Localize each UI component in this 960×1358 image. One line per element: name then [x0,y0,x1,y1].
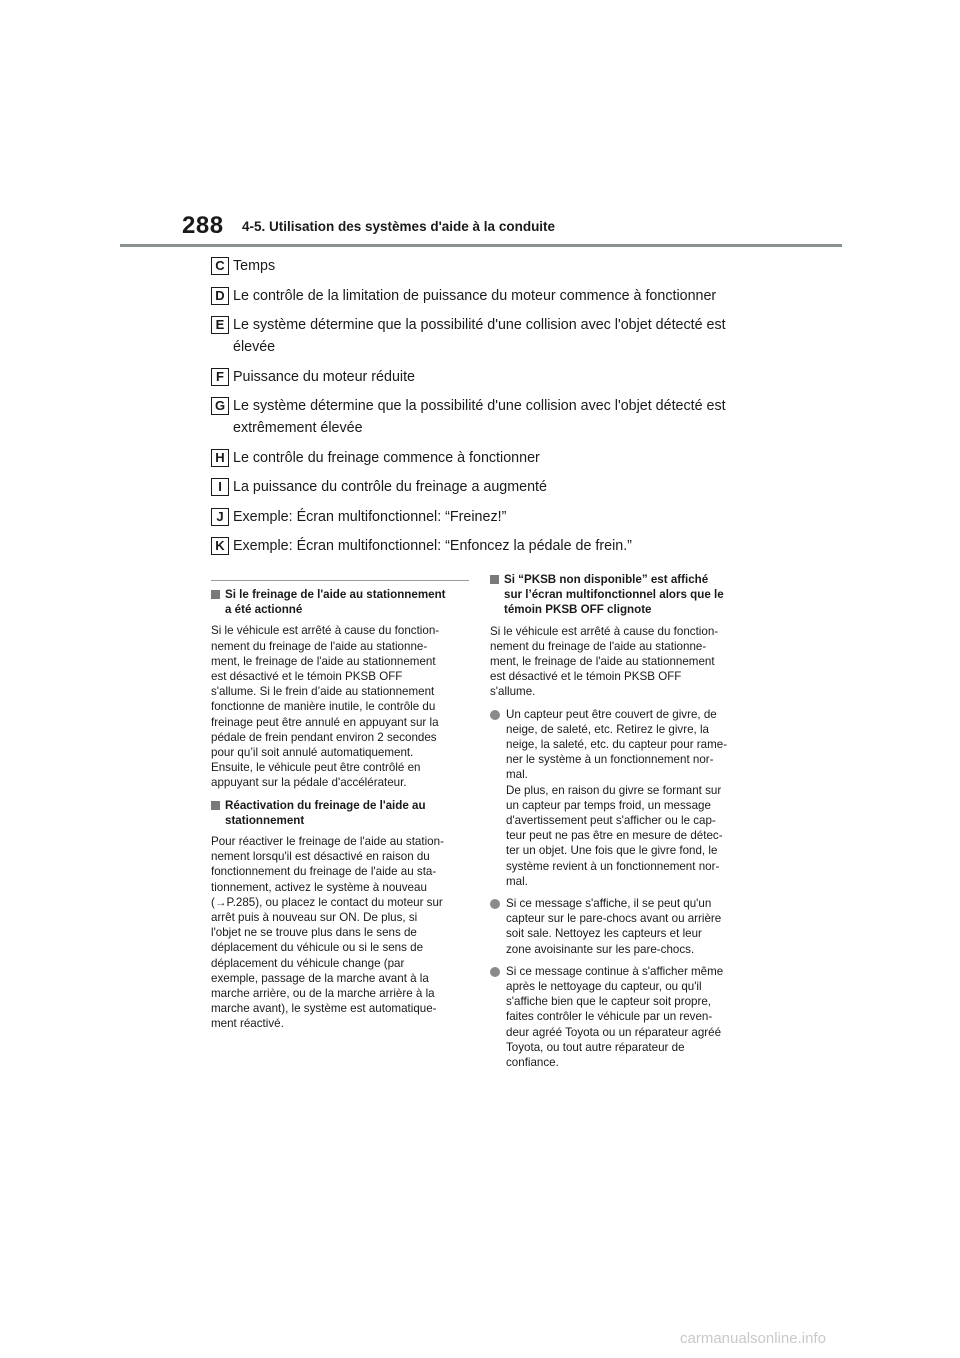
text-line: fonctionnement du freinage de l'aide au sta- [211,865,437,879]
legend-text: Le système détermine que la possibilité d'une collision avec l'objet détecté est [233,398,726,414]
bullet-item [490,896,752,957]
legend-text: Exemple: Écran multifonctionnel: “Freinez!” [233,508,507,525]
legend-letter-box: I [211,478,229,496]
text-line: pour qu’il soit annulé automatiquement. [211,746,414,760]
legend-letter-box: H [211,449,229,467]
text-line: faites contrôler le véhicule par un reven- [506,1010,713,1024]
square-bullet-icon [211,590,220,599]
text-line: arrêt puis à nouveau sur ON. De plus, si [211,911,418,925]
text-line: mal. [506,874,528,888]
text-line: freinage peut être annulé en appuyant sur la [211,715,439,729]
text-line: Un capteur peut être couvert de givre, de [506,707,717,721]
text-line: marche arrière, ou de la marche arrière à la [211,987,435,1001]
text-line: soit sale. Nettoyez les capteurs et leur [506,927,702,941]
legend-item-k [211,535,771,557]
text-line: mal. [506,768,528,782]
legend-text: Temps [233,258,276,274]
text-line: (→P.285), ou placez le contact du moteur sur [211,895,443,909]
text-line: déplacement du véhicule ou si le sens de [211,941,424,955]
subheading-text: Réactivation du freinage de l'aide au stationnement [225,798,426,827]
text-line: fonctionne de manière inutile, le contrôle du [211,700,436,714]
text-line: nement du freinage de l'aide au stationne- [211,639,428,653]
text-line: deur agréé Toyota ou un réparateur agréé [506,1025,722,1039]
text-line: nement du freinage de l'aide au stationne- [490,639,707,653]
text-line: s'allume. Si le frein d’aide au stationnement [211,685,435,699]
left-column [211,580,469,1039]
text-line: teur peut ne pas être en mesure de détec- [506,829,723,843]
text-line: zone avoisinante sur les pare-chocs. [506,942,695,956]
legend-letter-box: F [211,368,229,386]
text-line: système revient à un fonctionnement nor- [506,859,720,873]
text-line: exemple, passage de la marche avant à la [211,971,429,985]
legend-item-d [211,285,771,307]
text-line: Pour réactiver le freinage de l'aide au station- [211,835,444,849]
text-line: appuyant sur la pédale d'accélérateur. [211,776,407,790]
page-header [0,0,960,250]
text-line: nement lorsqu'il est désactivé en raison du [211,850,430,864]
text-line: Si le véhicule est arrêté à cause du fonction- [211,624,440,638]
subheading-reactivation [211,798,469,828]
text-line: l'objet ne se trouve plus dans le sens de [211,926,417,940]
circle-bullet-icon [490,710,500,720]
text-line: ment, le freinage de l'aide au stationnement [211,654,436,668]
legend-text: La puissance du contrôle du freinage a augmenté [233,479,547,495]
legend-item-j [211,506,771,528]
watermark: carmanualsonline.info [680,1330,826,1347]
legend-item-h [211,447,771,469]
text-line: De plus, en raison du givre se formant sur [506,783,722,797]
subheading-text: Si le freinage de l'aide au stationnement a été actionné [225,588,446,617]
legend-list [211,255,771,565]
text-line: Toyota, ou tout autre réparateur de [506,1040,685,1054]
bullet-item [490,964,752,1070]
legend-text: Le contrôle de la limitation de puissance du moteur commence à fonctionner [233,287,717,304]
header-rule [120,244,842,247]
legend-text: Le système détermine que la possibilité d'une collision avec l'objet détecté est [233,317,726,333]
text-line: après le nettoyage du capteur, ou qu'il [506,980,702,994]
page-number: 288 [182,212,224,239]
text-line: Ensuite, le véhicule peut être contrôlé en [211,761,421,775]
legend-item-f [211,366,771,388]
paragraph-reactivation [211,834,469,1032]
subheading-text: Si “PKSB non disponible” est affiché sur l’écran multifonctionnel alors que le témoin PKSB OFF clignote [504,573,724,617]
text-line: est désactivé et le témoin PKSB OFF [490,670,682,684]
legend-text: élevée [233,339,276,355]
legend-letter-box: C [211,257,229,275]
legend-text: Puissance du moteur réduite [233,368,415,385]
text-line: est désactivé et le témoin PKSB OFF [211,670,403,684]
text-line: ment réactivé. [211,1017,284,1031]
paragraph-pksb-unavailable [490,624,752,700]
subheading-pksb-unavailable [490,572,752,618]
legend-letter-box: K [211,537,229,555]
text-line: pédale de frein pendant environ 2 secondes [211,730,437,744]
text-line: ner le système à un fonctionnement nor- [506,753,714,767]
text-line: neige, la saleté, etc. du capteur pour rame- [506,738,728,752]
legend-text: extrêmement élevée [233,420,363,436]
bullet-item [490,707,752,889]
legend-letter-box: J [211,508,229,526]
text-line: confiance. [506,1056,559,1070]
text-line: Si ce message continue à s'afficher même [506,964,724,978]
text-line: capteur sur le pare-chocs avant ou arrière [506,912,722,926]
text-line: s'allume. [490,685,536,699]
legend-item-g [211,395,771,439]
text-line: marche avant), le système est automatique- [211,1002,437,1016]
legend-letter-box: G [211,397,229,415]
legend-text: Le contrôle du freinage commence à fonctionner [233,449,540,466]
paragraph-parking-brake-activated [211,623,469,790]
legend-letter-box: D [211,287,229,305]
text-line: ter un objet. Une fois que le givre fond, le [506,844,718,858]
text-line: tionnement, activez le système à nouveau [211,880,427,894]
circle-bullet-icon [490,899,500,909]
bullet-list [490,707,752,1071]
text-line: Si ce message s'affiche, il se peut qu'un [506,897,712,911]
text-line: déplacement du véhicule change (par [211,956,405,970]
right-column [490,572,752,1077]
square-bullet-icon [211,801,220,810]
text-line: ment, le freinage de l'aide au stationnement [490,655,715,669]
legend-item-i [211,476,771,498]
section-title: 4-5. Utilisation des systèmes d'aide à la conduite [242,219,556,234]
text-line: s'affiche bien que le capteur soit propre, [506,995,712,1009]
legend-item-e [211,314,771,358]
text-line: un capteur par temps froid, un message [506,798,711,812]
text-line: Si le véhicule est arrêté à cause du fonction- [490,624,719,638]
legend-letter-box: E [211,316,229,334]
subheading-parking-brake-activated [211,587,469,617]
square-bullet-icon [490,575,499,584]
text-line: neige, de saleté, etc. Retirez le givre, la [506,722,709,736]
text-line: d'avertissement peut s'afficher ou le cap- [506,814,716,828]
legend-text: Exemple: Écran multifonctionnel: “Enfoncez la pédale de frein.” [233,538,632,554]
legend-item-c [211,255,771,277]
circle-bullet-icon [490,967,500,977]
